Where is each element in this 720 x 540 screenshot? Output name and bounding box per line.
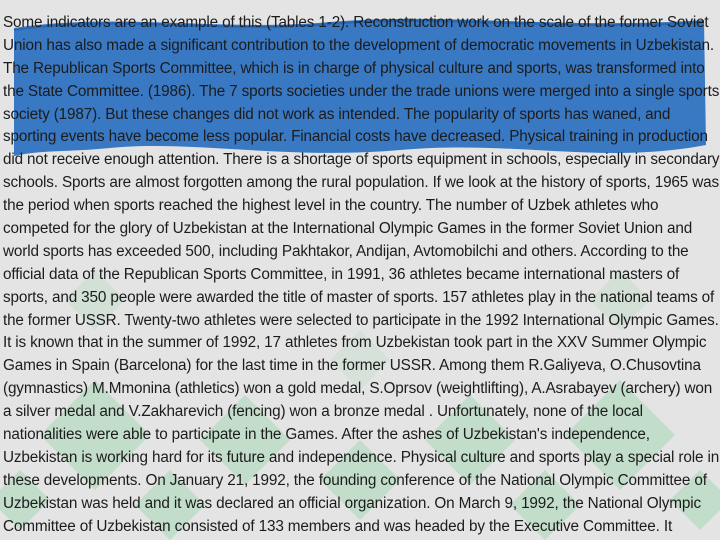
text-line: did not receive enough attention. There is a shortage of sports equipment in schools, especially in secondary xyxy=(3,151,720,169)
text-line: sporting events have become less popular. Financial costs have decreased. Physical training in production xyxy=(3,128,708,146)
text-line: Uzbekistan is working hard for its future and independence. Physical culture and sports play a special role in xyxy=(3,448,720,466)
text-line: the former USSR. Twenty-two athletes were selected to participate in the 1992 International Olympic Games. xyxy=(3,311,719,329)
text-line: Uzbekistan was held and it was declared an official organization. On March 9, 1992, the National Olympic xyxy=(3,494,701,512)
text-line: Committee of Uzbekistan consisted of 133 members and was headed by the Executive Committee. It xyxy=(3,517,673,535)
text-line: world sports has exceeded 500, including Pakhtakor, Andijan, Avtomobilchi and others. According to the xyxy=(3,242,689,260)
text-line: the period when sports reached the highest level in the country. The number of Uzbek athletes who xyxy=(3,197,659,215)
text-line: (gymnastics) M.Mmonina (athletics) won a gold medal, S.Oprsov (weightlifting), A.Asrabayev (archery) won xyxy=(3,380,713,398)
document-body-text xyxy=(3,12,720,538)
text-line: It is known that in the summer of 1992, 17 athletes from Uzbekistan took part in the XXV Summer Olympic xyxy=(3,334,707,352)
text-line: society (1987). But these changes did not work as intended. The popularity of sports has waned, and xyxy=(3,105,671,123)
text-line: these developments. On January 21, 1992, the founding conference of the National Olympic Committee of xyxy=(3,471,707,489)
text-line: the State Committee. (1986). The 7 sports societies under the trade unions were merged into a single sports xyxy=(3,82,720,100)
text-line: official data of the Republican Sports Committee, in 1991, 36 athletes became international masters of xyxy=(3,265,680,283)
text-line: sports, and 350 people were awarded the title of master of sports. 157 athletes play in the national teams of xyxy=(3,288,715,306)
text-line: The Republican Sports Committee, which is in charge of physical culture and sports, was transformed into xyxy=(3,59,705,77)
text-line: schools. Sports are almost forgotten among the rural population. If we look at the history of sports, 1965 was xyxy=(3,174,719,192)
text-line: nationalities were able to participate in the Games. After the ashes of Uzbekistan's independence, xyxy=(3,426,650,444)
text-line: Games in Spain (Barcelona) for the last time in the former USSR. Among them R.Galiyeva, O.Chusovtina xyxy=(3,357,701,375)
text-line: Some indicators are an example of this (Tables 1-2). Reconstruction work on the scale of the former Soviet xyxy=(3,14,709,31)
text-line: a silver medal and V.Zakharevich (fencing) won a bronze medal . Unfortunately, none of the local xyxy=(3,403,643,421)
text-line: Union has also made a significant contribution to the development of democratic movements in Uzbekistan. xyxy=(3,36,714,54)
text-line: competed for the glory of Uzbekistan at the International Olympic Games in the former Soviet Union and xyxy=(3,220,693,238)
